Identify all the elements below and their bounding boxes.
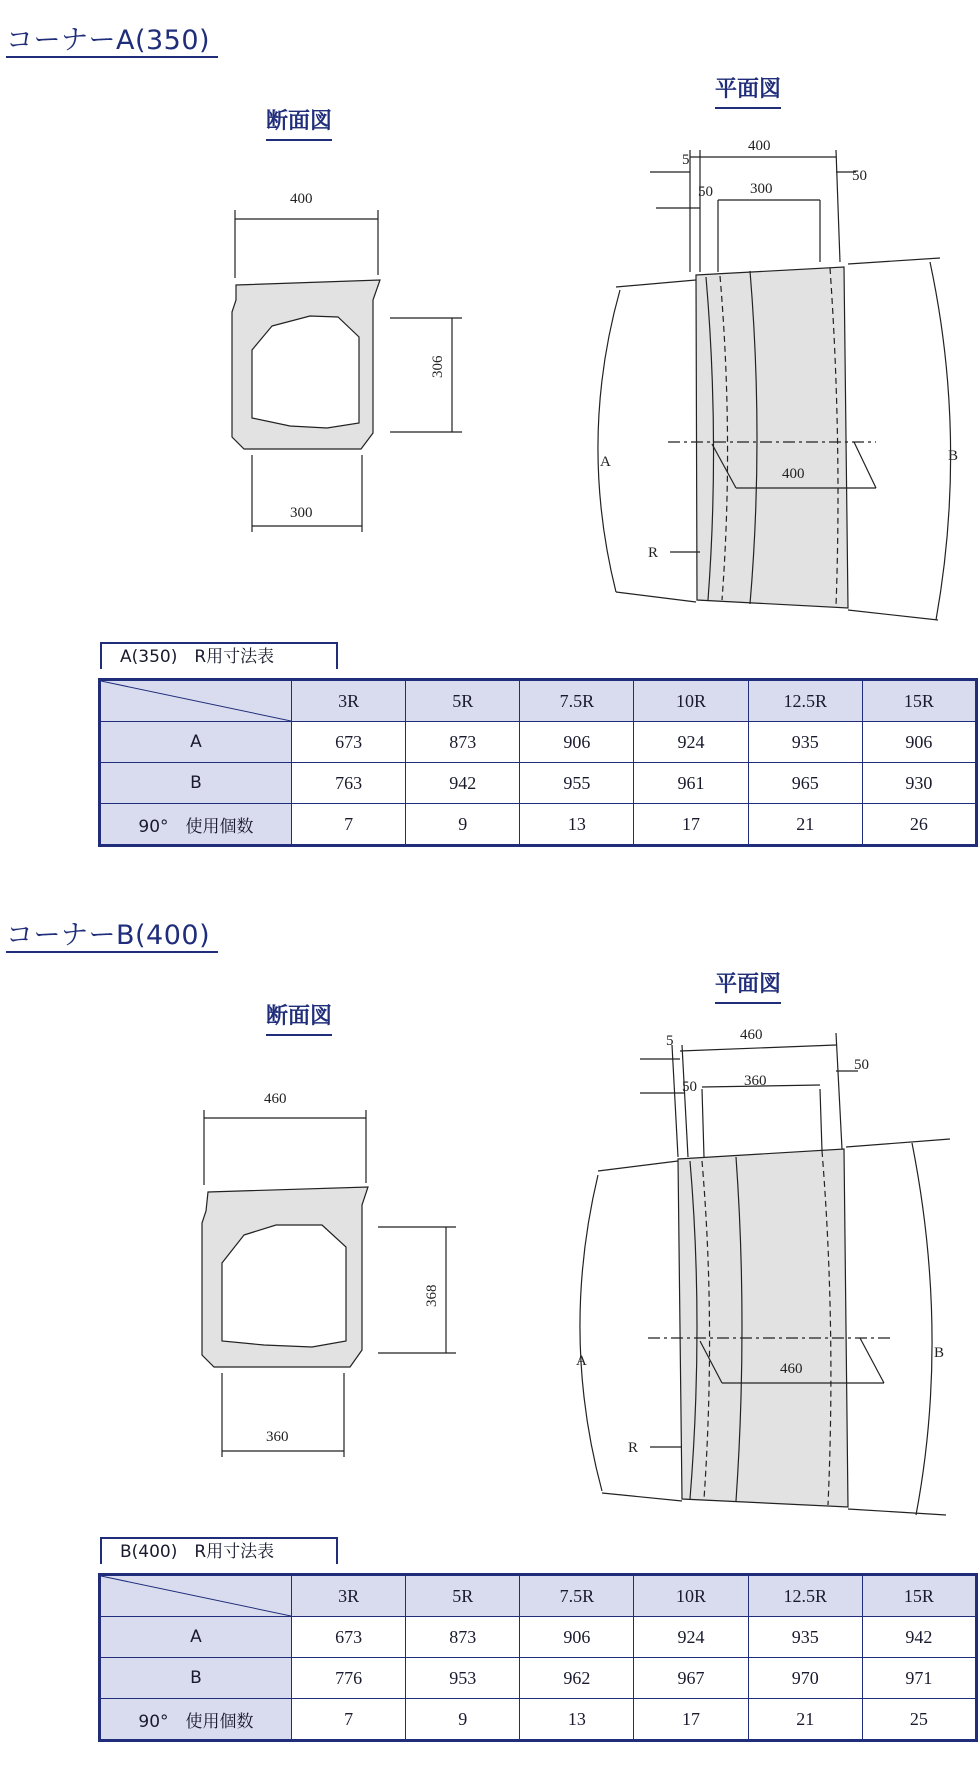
table-cell: 763 — [292, 763, 406, 804]
column-header: 3R — [292, 680, 406, 722]
column-header: 5R — [406, 1575, 520, 1617]
table-cell: 7 — [292, 1699, 406, 1741]
dim-right-wall: 50 — [852, 168, 867, 184]
dim-height: 306 — [430, 355, 446, 378]
column-header: 5R — [406, 680, 520, 722]
column-header: 15R — [862, 1575, 976, 1617]
table-cell: 942 — [406, 763, 520, 804]
drawings — [0, 895, 980, 1535]
table-cell: 965 — [748, 763, 862, 804]
dim-inner: 300 — [750, 181, 773, 197]
label-r: R — [628, 1440, 639, 1456]
table-cell: 971 — [862, 1658, 976, 1699]
dim-gap: 5 — [682, 152, 690, 168]
table-cell: 9 — [406, 1699, 520, 1741]
row-header: 90° 使用個数 — [100, 804, 292, 846]
column-header: 7.5R — [520, 1575, 634, 1617]
table-cell: 962 — [520, 1658, 634, 1699]
table-cell: 21 — [748, 1699, 862, 1741]
table-cell: 935 — [748, 1617, 862, 1658]
dim-bottom: 300 — [290, 505, 313, 521]
table-cell: 935 — [748, 722, 862, 763]
column-header: 3R — [292, 1575, 406, 1617]
corner-cell — [100, 1575, 292, 1617]
label-b: B — [948, 448, 959, 464]
table-cell: 970 — [748, 1658, 862, 1699]
drawings — [0, 0, 980, 640]
table-cell: 7 — [292, 804, 406, 846]
column-header: 12.5R — [748, 1575, 862, 1617]
dim-total: 400 — [748, 138, 771, 154]
table-cell: 906 — [520, 1617, 634, 1658]
table-cell: 17 — [634, 804, 748, 846]
label-a: A — [576, 1353, 587, 1369]
column-header: 10R — [634, 680, 748, 722]
column-header: 15R — [862, 680, 976, 722]
table-cell: 967 — [634, 1658, 748, 1699]
corner-b-section — [0, 895, 980, 1775]
table-row — [100, 1617, 977, 1658]
r-dimension-table — [98, 678, 978, 847]
row-header: B — [100, 763, 292, 804]
table-cell: 13 — [520, 804, 634, 846]
label-r: R — [648, 545, 659, 561]
dim-inner: 360 — [744, 1073, 767, 1089]
r-dimension-table — [98, 1573, 978, 1742]
table-cell: 21 — [748, 804, 862, 846]
table-row — [100, 1658, 977, 1699]
table-cell: 942 — [862, 1617, 976, 1658]
dim-total: 460 — [740, 1027, 763, 1043]
table-header-row — [100, 1575, 977, 1617]
table-cell: 26 — [862, 804, 976, 846]
section-title: コーナーA(350) — [6, 25, 211, 56]
section-title: コーナーB(400) — [6, 920, 211, 951]
table-cell: 953 — [406, 1658, 520, 1699]
table-cell: 873 — [406, 722, 520, 763]
table-cell: 17 — [634, 1699, 748, 1741]
plan-view-heading: 平面図 — [715, 72, 781, 109]
table-cell: 930 — [862, 763, 976, 804]
row-header: 90° 使用個数 — [100, 1699, 292, 1741]
column-header: 7.5R — [520, 680, 634, 722]
table-cell: 961 — [634, 763, 748, 804]
dim-right-wall: 50 — [854, 1057, 869, 1073]
table-cell: 673 — [292, 1617, 406, 1658]
row-header: A — [100, 1617, 292, 1658]
label-a: A — [600, 454, 611, 470]
plan-view-heading: 平面図 — [715, 967, 781, 1004]
cross-section-heading: 断面図 — [266, 999, 332, 1036]
dim-bottom: 360 — [266, 1429, 289, 1445]
table-row — [100, 763, 977, 804]
table-cell: 924 — [634, 722, 748, 763]
corner-a-section — [0, 0, 980, 880]
dim-left-wall: 50 — [682, 1079, 697, 1095]
table-cell: 9 — [406, 804, 520, 846]
table-cell: 955 — [520, 763, 634, 804]
table-cell: 25 — [862, 1699, 976, 1741]
table-row — [100, 1699, 977, 1741]
table-cell: 906 — [862, 722, 976, 763]
table-cell: 13 — [520, 1699, 634, 1741]
cross-section-drawing — [202, 1110, 456, 1457]
table-row — [100, 804, 977, 846]
cross-section-heading: 断面図 — [266, 104, 332, 141]
table-cell: 673 — [292, 722, 406, 763]
table-row — [100, 722, 977, 763]
corner-cell — [100, 680, 292, 722]
column-header: 10R — [634, 1575, 748, 1617]
table-cell: 906 — [520, 722, 634, 763]
row-header: A — [100, 722, 292, 763]
dim-top: 400 — [290, 191, 313, 207]
cross-section-drawing — [232, 210, 462, 532]
row-header: B — [100, 1658, 292, 1699]
table-cell: 776 — [292, 1658, 406, 1699]
table-header-row — [100, 680, 977, 722]
table-caption: A(350) R用寸法表 — [100, 642, 338, 669]
dim-top: 460 — [264, 1091, 287, 1107]
dim-height: 368 — [424, 1284, 440, 1307]
dim-gap: 5 — [666, 1033, 674, 1049]
table-cell: 873 — [406, 1617, 520, 1658]
label-b: B — [934, 1345, 945, 1361]
column-header: 12.5R — [748, 680, 862, 722]
dim-mid: 400 — [782, 466, 805, 482]
table-caption: B(400) R用寸法表 — [100, 1537, 338, 1564]
dim-left-wall: 50 — [698, 184, 713, 200]
table-cell: 924 — [634, 1617, 748, 1658]
dim-mid: 460 — [780, 1361, 803, 1377]
